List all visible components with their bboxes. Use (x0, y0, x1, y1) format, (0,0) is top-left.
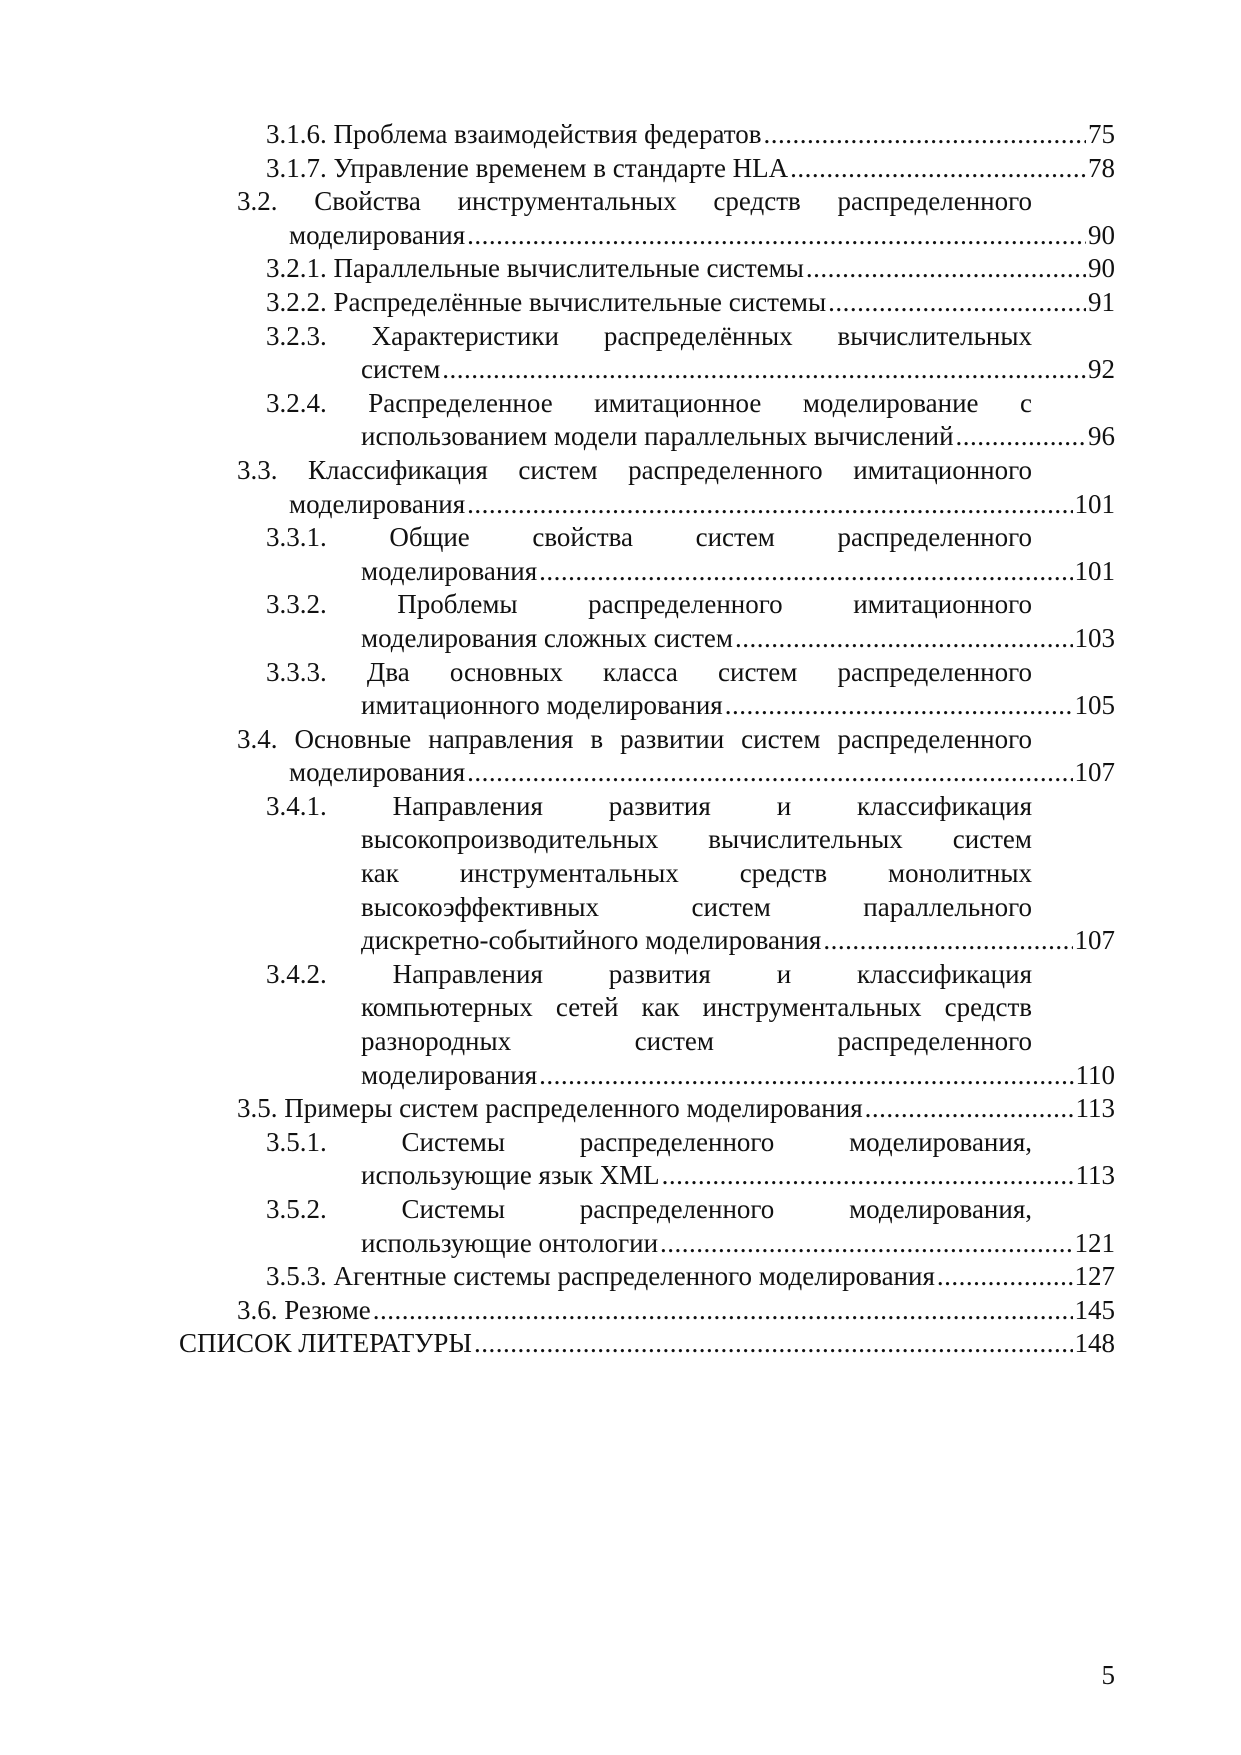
toc-entry-text: 3.2.4. Распределенное имитационное моделирование с (266, 387, 1032, 418)
toc-entry-text: 3.4.2. Направления развития и классификация (266, 958, 1032, 989)
toc-entry-link[interactable] (361, 1159, 1115, 1193)
toc-entry-link[interactable] (266, 1260, 1115, 1294)
toc-page-number: 145 (1073, 1294, 1116, 1328)
dot-leader (539, 555, 1072, 589)
toc-line (0, 756, 1241, 790)
toc-line (0, 353, 1241, 387)
toc-entry-link[interactable] (266, 252, 1115, 286)
toc-line (0, 1193, 1241, 1227)
toc-line (0, 219, 1241, 253)
toc-page-number: 91 (1086, 286, 1115, 320)
toc-entry-text: СПИСОК ЛИТЕРАТУРЫ (179, 1327, 474, 1361)
toc-page-number: 107 (1073, 756, 1116, 790)
toc-page-number: 127 (1073, 1260, 1116, 1294)
toc-page-number: 101 (1073, 488, 1116, 522)
toc-line (0, 588, 1241, 622)
toc-entry-text: 3.3.2. Проблемы распределенного имитационного (266, 589, 1032, 620)
toc-entry-text: моделирования (361, 555, 539, 589)
toc-line (0, 488, 1241, 522)
toc-line (0, 857, 1241, 891)
toc-page-number: 113 (1074, 1159, 1116, 1193)
dot-leader (735, 622, 1073, 656)
toc-line (0, 152, 1241, 186)
toc-entry-text: компьютерных сетей как инструментальных средств (361, 992, 1032, 1023)
toc-entry-link[interactable] (361, 1059, 1115, 1093)
table-of-contents (0, 118, 1241, 1361)
toc-entry-link[interactable] (266, 118, 1115, 152)
toc-entry-text: 3.2.2. Распределённые вычислительные системы (266, 286, 828, 320)
toc-entry-text: разнородных систем распределенного (361, 1026, 1032, 1057)
toc-entry-link[interactable] (361, 1227, 1115, 1261)
toc-line (0, 1025, 1241, 1059)
toc-entry-text: 3.5.2. Системы распределенного моделирования, (266, 1194, 1032, 1224)
dot-leader (823, 924, 1072, 958)
toc-entry-link[interactable] (237, 1092, 1115, 1126)
toc-line (0, 958, 1241, 992)
dot-leader (467, 219, 1086, 253)
toc-page-number: 148 (1073, 1327, 1116, 1361)
toc-line (0, 454, 1241, 488)
toc-line (0, 1260, 1241, 1294)
toc-entry-link[interactable] (266, 152, 1115, 186)
dot-leader (442, 353, 1086, 387)
dot-leader (725, 689, 1073, 723)
toc-entry-link[interactable] (361, 689, 1115, 723)
toc-page-number: 96 (1086, 420, 1115, 454)
toc-entry-text: 3.5.3. Агентные системы распределенного моделирования (266, 1260, 937, 1294)
toc-line (0, 286, 1241, 320)
toc-entry-text: использованием модели параллельных вычислений (361, 420, 956, 454)
toc-entry-text: как инструментальных средств монолитных (361, 858, 1032, 889)
toc-page-number: 107 (1073, 924, 1116, 958)
toc-entry-link[interactable] (361, 353, 1115, 387)
toc-line (0, 185, 1241, 219)
toc-entry-link[interactable] (289, 488, 1115, 522)
toc-entry-link[interactable] (361, 555, 1115, 589)
dot-leader (828, 286, 1086, 320)
toc-entry-link[interactable] (361, 420, 1115, 454)
toc-page-number: 92 (1086, 353, 1115, 387)
dot-leader (662, 1159, 1074, 1193)
dot-leader (956, 420, 1086, 454)
toc-entry-text: 3.1.6. Проблема взаимодействия федератов (266, 118, 763, 152)
dot-leader (539, 1059, 1073, 1093)
toc-page-number: 110 (1074, 1059, 1116, 1093)
toc-entry-text: моделирования (361, 1059, 539, 1093)
toc-entry-text: высокоэффективных систем параллельного (361, 891, 1032, 922)
dot-leader (937, 1260, 1073, 1294)
toc-page-number: 75 (1086, 118, 1115, 152)
toc-line (0, 1227, 1241, 1261)
toc-line (0, 1294, 1241, 1328)
dot-leader (467, 488, 1072, 522)
toc-entry-link[interactable] (361, 622, 1115, 656)
toc-entry-link[interactable] (237, 1294, 1115, 1328)
toc-entry-text: 3.3. Классификация систем распределенного имитационного (237, 454, 1032, 485)
toc-entry-link[interactable] (266, 286, 1115, 320)
toc-entry-link[interactable] (179, 1327, 1115, 1361)
toc-line (0, 723, 1241, 757)
toc-page-number: 101 (1073, 555, 1116, 589)
toc-entry-text: 3.6. Резюме (237, 1294, 373, 1328)
toc-line (0, 823, 1241, 857)
toc-entry-text: 3.2.1. Параллельные вычислительные системы (266, 252, 806, 286)
toc-entry-text: 3.4. Основные направления в развитии систем распределенного (237, 723, 1032, 754)
toc-page-number: 103 (1073, 622, 1116, 656)
toc-entry-text: дискретно-событийного моделирования (361, 924, 823, 958)
toc-page-number: 113 (1074, 1092, 1116, 1126)
toc-entry-text: использующие онтологии (361, 1227, 660, 1261)
toc-entry-text: моделирования (289, 756, 467, 790)
toc-entry-text: 3.2.3. Характеристики распределённых вычислительных (266, 320, 1032, 351)
toc-line (0, 1159, 1241, 1193)
toc-line (0, 320, 1241, 354)
toc-entry-text: имитационного моделирования (361, 689, 725, 723)
dot-leader (474, 1327, 1073, 1361)
toc-line (0, 118, 1241, 152)
toc-line (0, 891, 1241, 925)
dot-leader (865, 1092, 1074, 1126)
toc-entry-link[interactable] (361, 924, 1115, 958)
dot-leader (806, 252, 1086, 286)
toc-page-number: 78 (1086, 152, 1115, 186)
dot-leader (660, 1227, 1072, 1261)
toc-line (0, 689, 1241, 723)
toc-line (0, 1126, 1241, 1160)
toc-line (0, 387, 1241, 421)
toc-entry-text: 3.1.7. Управление временем в стандарте HLA (266, 152, 790, 186)
toc-line (0, 622, 1241, 656)
toc-entry-link[interactable] (289, 219, 1115, 253)
toc-line (0, 924, 1241, 958)
toc-entry-text: использующие язык XML (361, 1159, 662, 1193)
toc-line (0, 521, 1241, 555)
toc-page-number: 121 (1073, 1227, 1116, 1261)
toc-entry-text: 3.3.1. Общие свойства систем распределенного (266, 522, 1032, 553)
toc-entry-text: систем (361, 353, 442, 387)
toc-line (0, 1092, 1241, 1126)
toc-page-number: 90 (1086, 252, 1115, 286)
toc-line (0, 1059, 1241, 1093)
toc-page-number: 105 (1073, 689, 1116, 723)
toc-entry-text: 3.4.1. Направления развития и классификация (266, 790, 1032, 821)
toc-line (0, 555, 1241, 589)
dot-leader (763, 118, 1086, 152)
toc-entry-text: моделирования (289, 219, 467, 253)
toc-line (0, 991, 1241, 1025)
toc-line (0, 656, 1241, 690)
dot-leader (373, 1294, 1073, 1328)
dot-leader (790, 152, 1086, 186)
dot-leader (467, 756, 1072, 790)
toc-entry-text: 3.2. Свойства инструментальных средств распределенного (237, 186, 1032, 217)
toc-line (0, 252, 1241, 286)
toc-entry-text: 3.5. Примеры систем распределенного моделирования (237, 1092, 865, 1126)
toc-entry-text: 3.3.3. Два основных класса систем распределенного (266, 656, 1032, 687)
toc-entry-text: моделирования сложных систем (361, 622, 735, 656)
toc-entry-link[interactable] (289, 756, 1115, 790)
toc-line (0, 1327, 1241, 1361)
toc-line (0, 790, 1241, 824)
toc-entry-text: высокопроизводительных вычислительных систем (361, 824, 1032, 855)
toc-line (0, 420, 1241, 454)
toc-entry-text: 3.5.1. Системы распределенного моделирования, (266, 1126, 1032, 1157)
page-number: 5 (1101, 1660, 1115, 1690)
toc-entry-text: моделирования (289, 488, 467, 522)
toc-page-number: 90 (1086, 219, 1115, 253)
